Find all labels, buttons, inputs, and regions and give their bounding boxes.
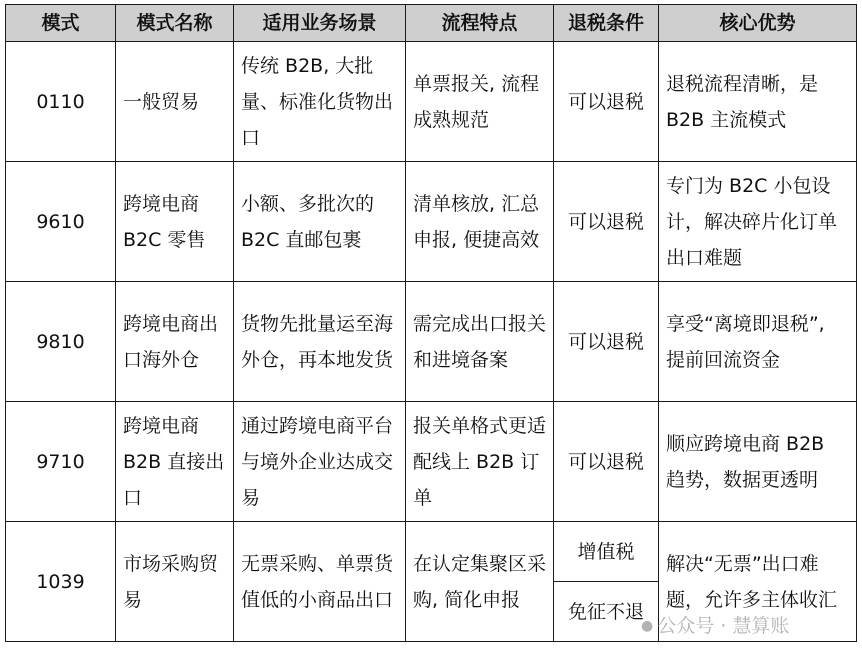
cell-tax: 可以退税	[554, 282, 659, 402]
cell-name: 跨境电商 B2C 零售	[116, 162, 234, 282]
cell-advantage: 享受“离境即退税”, 提前回流资金	[659, 282, 857, 402]
cell-name: 一般贸易	[116, 42, 234, 162]
cell-code: 9810	[6, 282, 116, 402]
cell-scene: 通过跨境电商平台与境外企业达成交易	[234, 402, 406, 522]
cell-advantage: 退税流程清晰，是 B2B 主流模式	[659, 42, 857, 162]
cell-process: 在认定集聚区采购, 简化申报	[406, 522, 554, 642]
cell-code: 1039	[6, 522, 116, 642]
cell-code: 0110	[6, 42, 116, 162]
cell-name: 跨境电商出口海外仓	[116, 282, 234, 402]
header-mode: 模式	[6, 5, 116, 42]
cell-name: 跨境电商 B2B 直接出口	[116, 402, 234, 522]
cell-process: 清单核放, 汇总申报, 便捷高效	[406, 162, 554, 282]
header-tax: 退税条件	[554, 5, 659, 42]
trade-mode-table	[5, 4, 857, 642]
wechat-icon: ●	[641, 618, 654, 634]
cell-name: 市场采购贸易	[116, 522, 234, 642]
cell-process: 单票报关, 流程成熟规范	[406, 42, 554, 162]
header-scene: 适用业务场景	[234, 5, 406, 42]
table-row	[6, 162, 857, 282]
cell-scene: 小额、多批次的 B2C 直邮包裹	[234, 162, 406, 282]
table-row	[6, 402, 857, 522]
table-row	[6, 522, 857, 582]
header-advantage: 核心优势	[659, 5, 857, 42]
header-row	[6, 5, 857, 42]
header-mode-name: 模式名称	[116, 5, 234, 42]
cell-process: 报关单格式更适配线上 B2B 订单	[406, 402, 554, 522]
watermark-text: 公众号 · 慧算账	[657, 615, 790, 637]
cell-advantage: 解决“无票”出口难题，允许多主体收汇	[659, 522, 857, 642]
cell-tax: 可以退税	[554, 162, 659, 282]
header-process: 流程特点	[406, 5, 554, 42]
cell-tax: 可以退税	[554, 42, 659, 162]
cell-process: 需完成出口报关和进境备案	[406, 282, 554, 402]
cell-scene: 传统 B2B, 大批量、标准化货物出口	[234, 42, 406, 162]
cell-advantage: 顺应跨境电商 B2B 趋势，数据更透明	[659, 402, 857, 522]
cell-advantage: 专门为 B2C 小包设计，解决碎片化订单出口难题	[659, 162, 857, 282]
cell-tax-top: 增值税	[554, 522, 659, 582]
table-row	[6, 42, 857, 162]
cell-code: 9610	[6, 162, 116, 282]
table-row	[6, 282, 857, 402]
cell-scene: 货物先批量运至海外仓，再本地发货	[234, 282, 406, 402]
cell-scene: 无票采购、单票货值低的小商品出口	[234, 522, 406, 642]
cell-code: 9710	[6, 402, 116, 522]
cell-tax-bottom: 免征不退	[554, 582, 659, 642]
cell-tax: 可以退税	[554, 402, 659, 522]
